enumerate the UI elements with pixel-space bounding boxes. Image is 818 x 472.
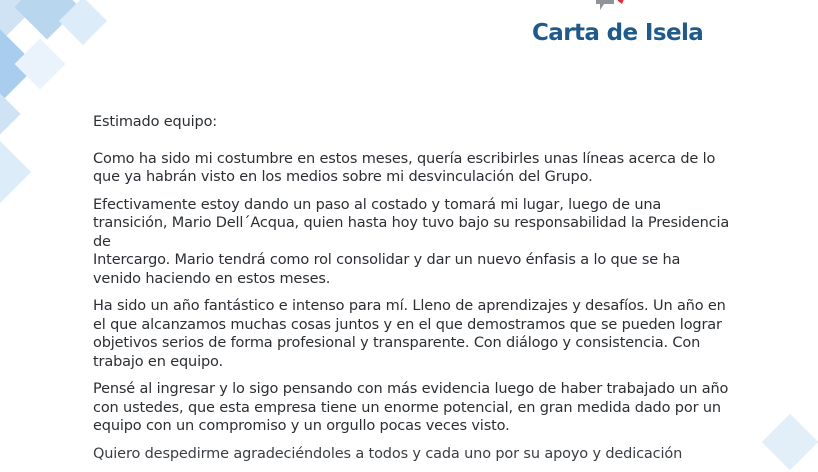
letter-paragraph: Pensé al ingresar y lo sigo pensando con más evidencia luego de haber trabajado un año con ustedes, que esta empresa tiene un enorme potencial, en gran medida dado por un equipo con un compromiso y un orgullo pocas veces visto. xyxy=(93,381,729,434)
brand-logo xyxy=(530,0,720,60)
logo-wordmark: Carta de Isela xyxy=(532,20,704,46)
letter-body xyxy=(93,113,733,472)
decorative-tile xyxy=(0,141,31,203)
decorative-tile xyxy=(762,414,818,471)
decorative-tile xyxy=(14,0,79,40)
decorative-tile xyxy=(0,29,37,103)
letter-paragraph: Como ha sido mi costumbre en estos meses, quería escribirles unas líneas acerca de lo que ya habrán visto en los medios sobre mi desvinculación del Grupo. xyxy=(93,150,716,185)
letter-greeting: Estimado equipo: xyxy=(93,114,218,130)
speech-bubble-icon xyxy=(592,0,626,18)
letter-paragraph: Quiero despedirme agradeciéndoles a todos y cada uno por su apoyo y dedicación xyxy=(93,445,683,462)
decorative-tile xyxy=(0,91,21,136)
letter-paragraph: Ha sido un año fantástico e intenso para mí. Lleno de aprendizajes y desafíos. Un año en el que alcanzamos muchas cosas juntos y en el que demostramos que se pueden lograr objetivos serios de forma profesional y transparente. Con diálogo y consistencia. Con trabajo en equipo. xyxy=(93,298,726,370)
decorative-tile xyxy=(15,39,66,90)
letter-paragraph: Efectivamente estoy dando un paso al costado y tomará mi lugar, luego de una transición, Mario Dell´Acqua, quien hasta hoy tuvo bajo su responsabilidad la Presidencia de Intercargo. Mario tendrá como rol consolidar y dar un nuevo énfasis a lo que se ha venido haciendo en estos meses. xyxy=(93,196,730,287)
decorative-tile xyxy=(0,0,42,42)
decorative-tile xyxy=(59,0,107,45)
